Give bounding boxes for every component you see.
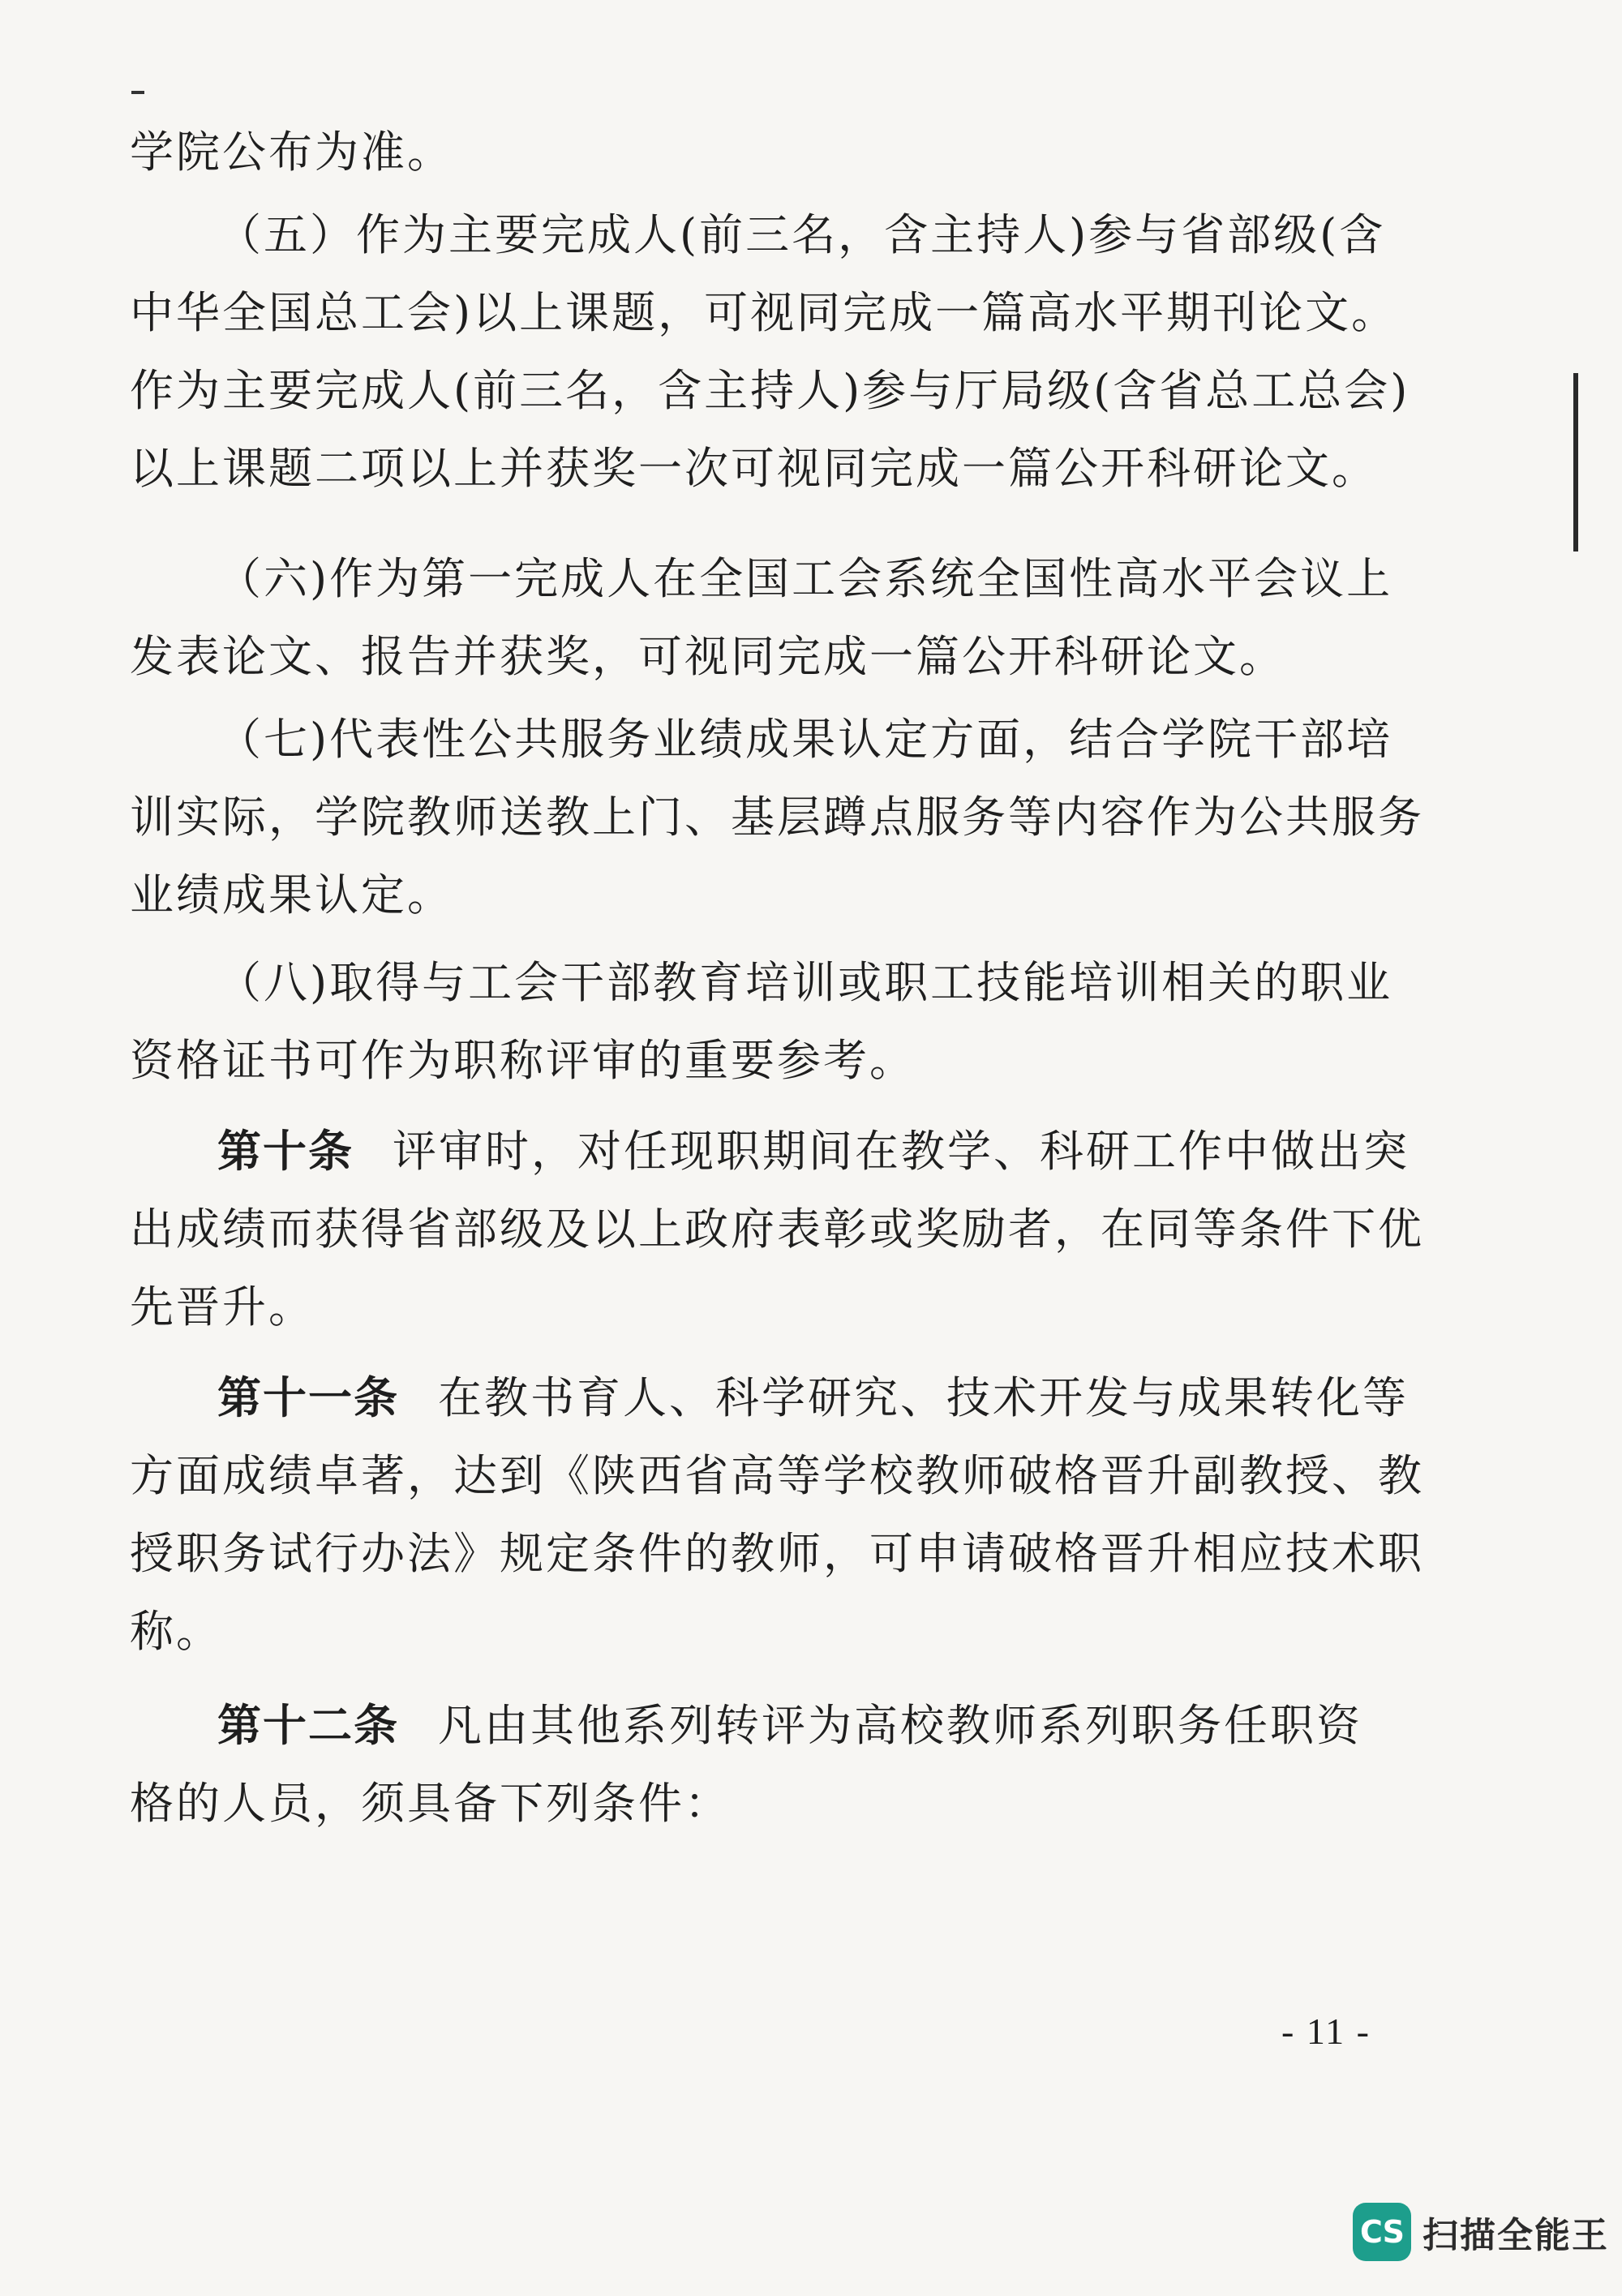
text-line: 评审时，对任现职期间在教学、科研工作中做出突 [393, 1126, 1410, 1177]
text-line: 学院公布为准。 [130, 127, 453, 178]
watermark-app-name: 扫描全能王 [1422, 2215, 1609, 2256]
text-line: （八)取得与工会干部教育培训或职工技能培训相关的职业 [217, 957, 1393, 1008]
text-line: 在教书育人、科学研究、技术开发与成果转化等 [438, 1372, 1409, 1423]
scan-edge-mark [1573, 373, 1578, 551]
article-10 [130, 1113, 1424, 1346]
text-line: 发表论文、报告并获奖，可视同完成一篇公开科研论文。 [130, 631, 1285, 682]
article-title: 第十条 [217, 1126, 354, 1177]
text-line: 格的人员，须具备下列条件： [130, 1778, 731, 1829]
text-line: 出成绩而获得省部级及以上政府表彰或奖励者，在同等条件下优 [130, 1204, 1424, 1255]
text-line: （六)作为第一完成人在全国工会系统全国性高水平会议上 [217, 553, 1393, 604]
article-11 [130, 1359, 1424, 1671]
scanner-watermark [1353, 2203, 1609, 2261]
text-line: 中华全国总工会)以上课题，可视同完成一篇高水平期刊论文。 [130, 287, 1398, 338]
text-line: 授职务试行办法》规定条件的教师，可申请破格晋升相应技术职 [130, 1528, 1424, 1579]
paragraph-item-6 [130, 540, 1395, 696]
article-title: 第十二条 [217, 1700, 399, 1751]
paragraph-continuation [130, 114, 1395, 191]
text-line: 称。 [130, 1606, 222, 1657]
text-line: 方面成绩卓著，达到《陕西省高等学校教师破格晋升副教授、教 [130, 1450, 1424, 1501]
text-line: （五）作为主要完成人(前三名，含主持人)参与省部级(含 [217, 209, 1386, 260]
paragraph-item-8 [130, 944, 1395, 1100]
text-line: （七)代表性公共服务业绩成果认定方面，结合学院干部培 [217, 714, 1393, 765]
article-title: 第十一条 [217, 1372, 399, 1423]
text-line: 资格证书可作为职称评审的重要参考。 [130, 1035, 916, 1086]
text-line: 作为主要完成人(前三名，含主持人)参与厅局级(含省总工总会) [130, 365, 1410, 416]
article-12 [130, 1687, 1395, 1843]
text-line: 业绩成果认定。 [130, 869, 453, 921]
text-line: 凡由其他系列转评为高校教师系列职务任职资 [438, 1700, 1362, 1751]
camscanner-logo-icon: CS [1353, 2203, 1411, 2261]
paragraph-item-7 [130, 701, 1424, 934]
text-line: 训实际，学院教师送教上门、基层蹲点服务等内容作为公共服务 [130, 792, 1424, 843]
paragraph-item-5 [130, 196, 1410, 508]
page-number: - 11 - [1281, 2011, 1371, 2052]
scan-mark [131, 91, 144, 94]
text-line: 先晋升。 [130, 1281, 315, 1333]
text-line: 以上课题二项以上并获奖一次可视同完成一篇公开科研论文。 [130, 443, 1378, 494]
